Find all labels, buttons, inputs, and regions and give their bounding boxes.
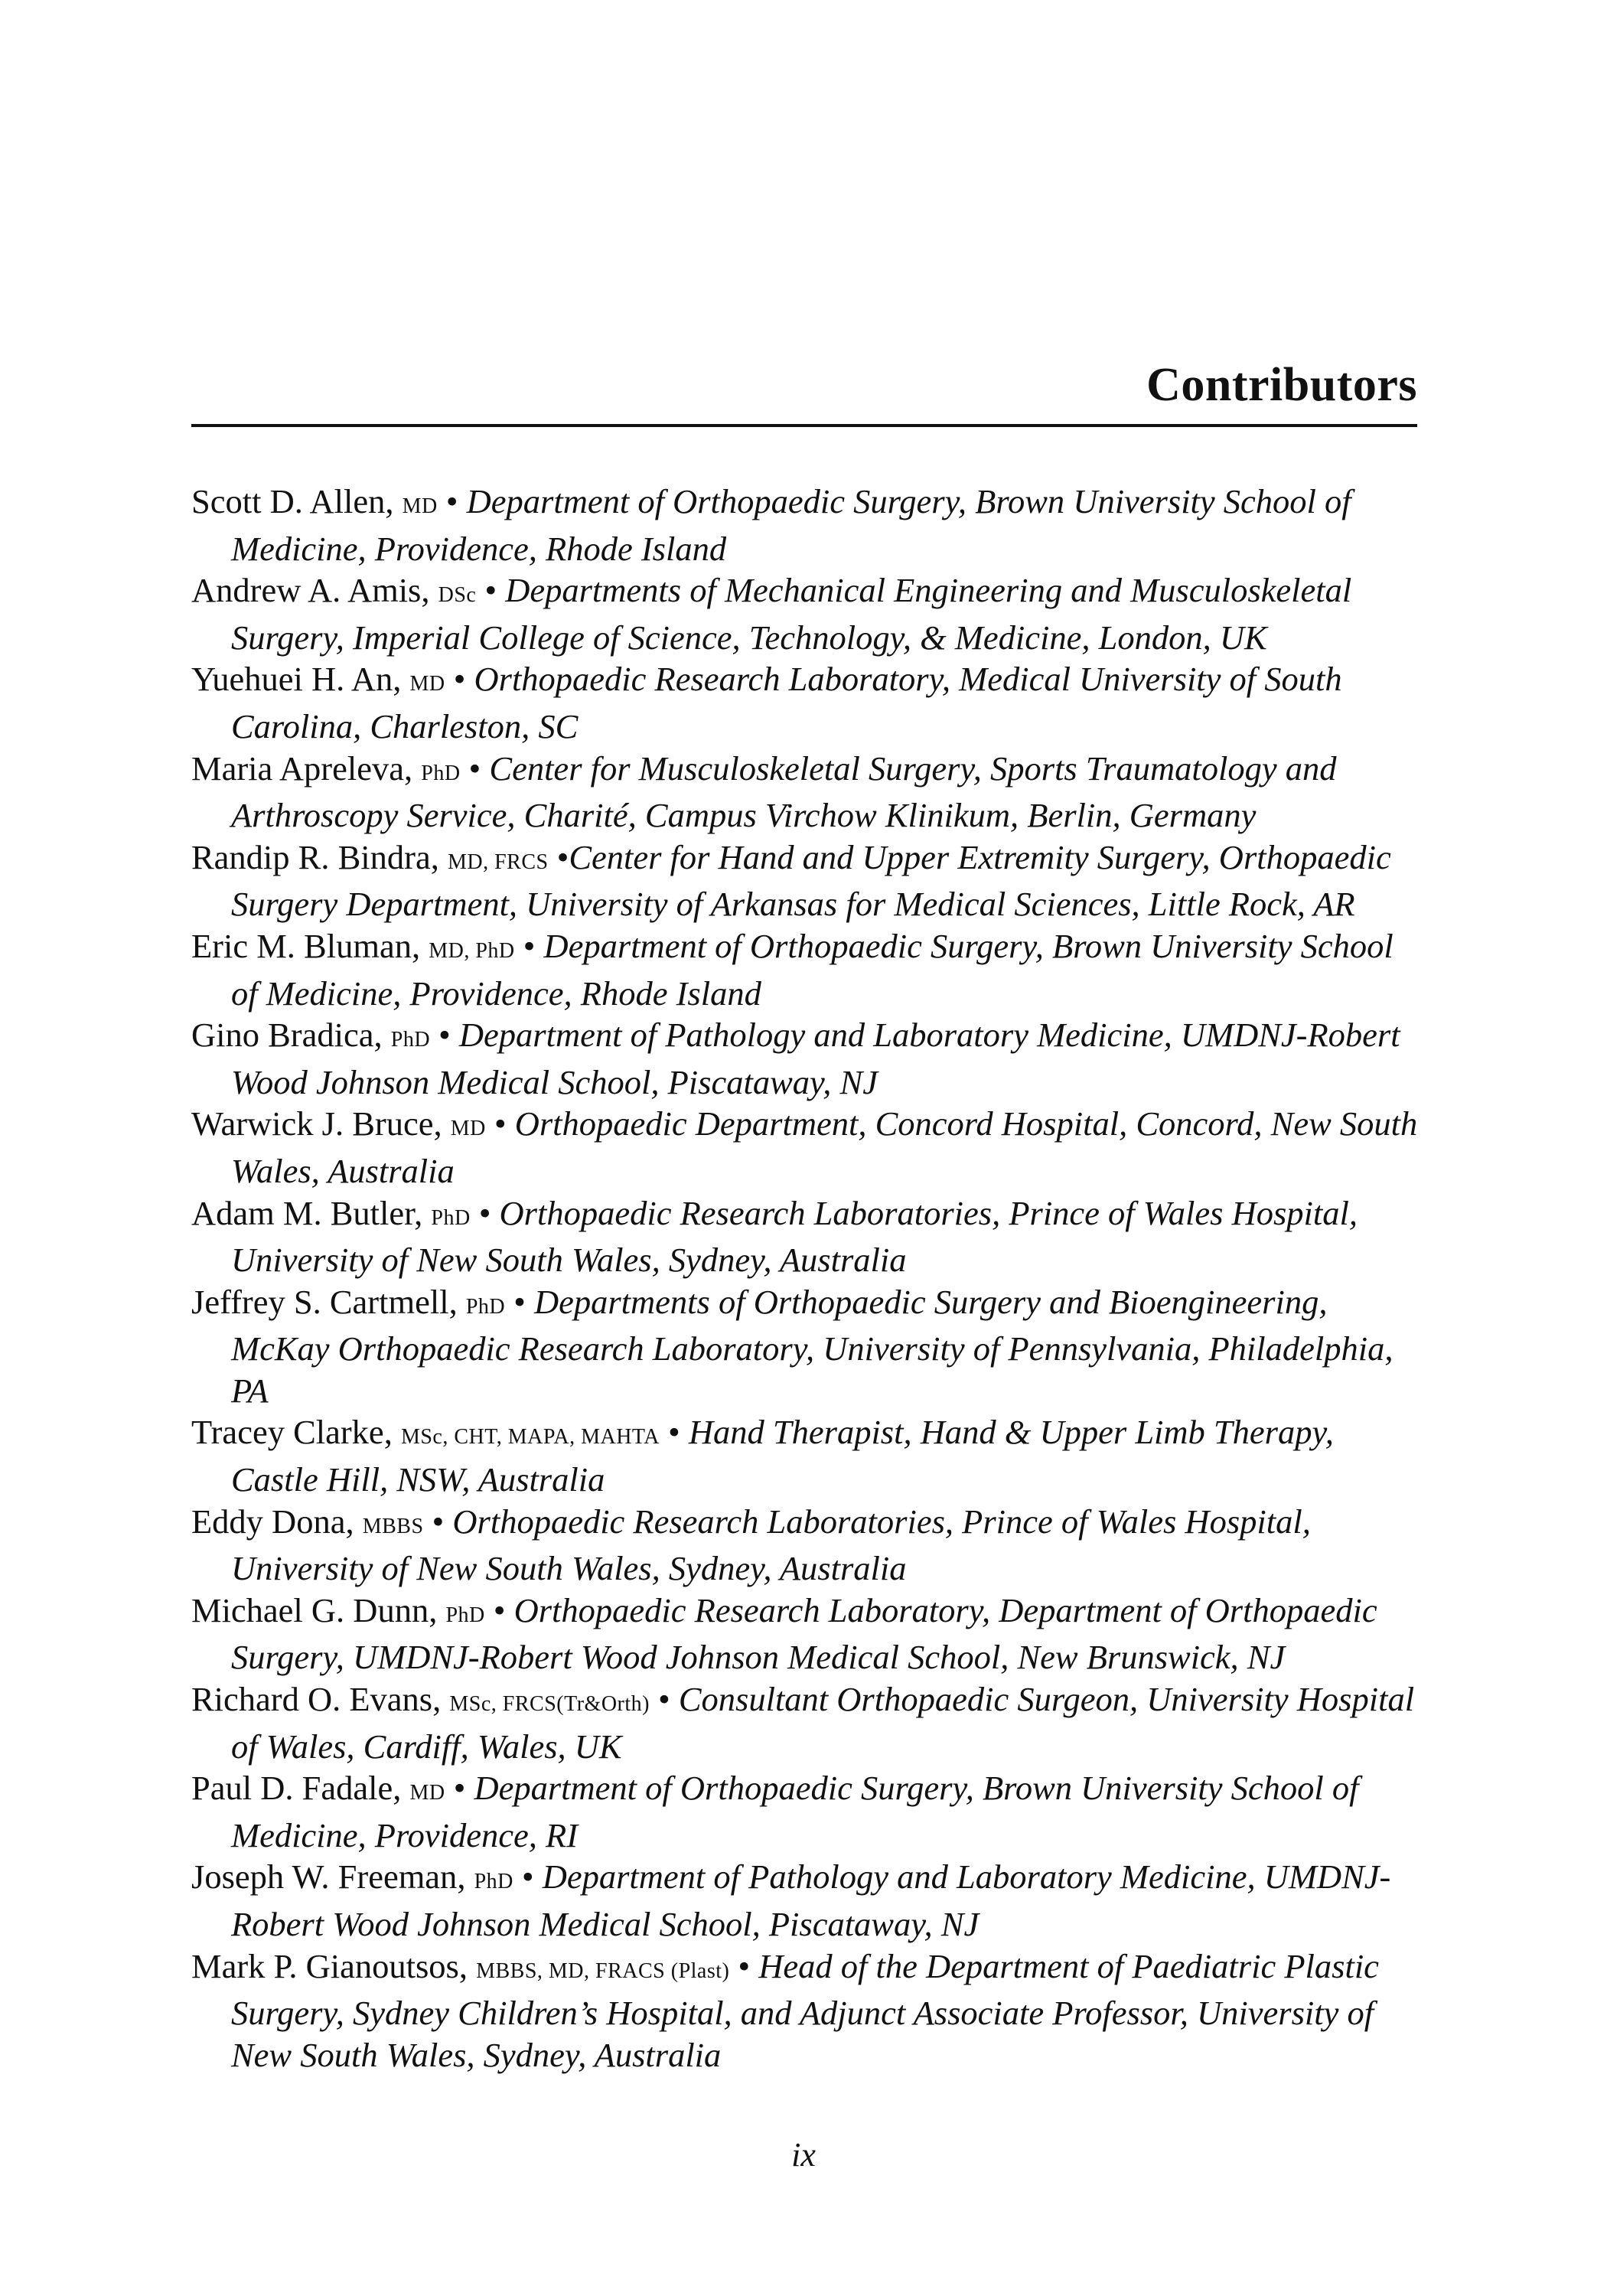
contributor-name: Eric M. Bluman — [191, 926, 412, 965]
contributor-credentials: DSc — [438, 583, 477, 608]
contributor-credentials: MD, FRCS — [447, 850, 549, 874]
bullet-separator: • — [556, 837, 569, 876]
contributor-affiliation: Consultant Orthopaedic Surgeon, University Hospital of Wales, Cardiff, Wales, UK — [231, 1680, 1415, 1766]
contributor-affiliation: Department of Orthopaedic Surgery, Brown University School of Medicine, Providence, Rhode Island — [231, 482, 1351, 568]
bullet-separator: • — [453, 1769, 466, 1808]
contributor-credentials: PhD — [431, 1205, 471, 1230]
contributor-name: Joseph W. Freeman — [191, 1857, 458, 1896]
contributor-entry: Andrew A. Amis, DSc • Departments of Mechanical Engineering and Musculoskeletal Surgery, Imperial College of Science, Technology, & Medicine, London, UK — [191, 571, 1352, 657]
contributor-name: Scott D. Allen — [191, 482, 386, 520]
contributor-credentials: MSc, CHT, MAPA, MAHTA — [400, 1425, 660, 1450]
contributor-affiliation: Department of Orthopaedic Surgery, Brown University School of Medicine, Providence, Rhode Island — [231, 926, 1393, 1013]
contributor-entry: Jeffrey S. Cartmell, PhD • Departments of Orthopaedic Surgery and Bioengineering, McKay Orthopaedic Research Laboratory, University of Pennsylvania, Philadelphia, PA — [191, 1282, 1393, 1410]
contributor-entry: Adam M. Butler, PhD • Orthopaedic Research Laboratories, Prince of Wales Hospital, University of New South Wales, Sydney, Australia — [191, 1193, 1358, 1280]
contributor-credentials: MD — [402, 494, 438, 518]
contributor-name: Jeffrey S. Cartmell — [191, 1282, 449, 1321]
contributor-entry: Paul D. Fadale, MD • Department of Orthopaedic Surgery, Brown University School of Medicine, Providence, RI — [191, 1769, 1359, 1854]
contributor-affiliation: Departments of Orthopaedic Surgery and Bioengineering, McKay Orthopaedic Research Laboratory, University of Pennsylvania, Philadelphia, PA — [231, 1282, 1393, 1410]
bullet-separator: • — [484, 571, 497, 610]
contributor-affiliation: Hand Therapist, Hand & Upper Limb Therapy, Castle Hill, NSW, Australia — [231, 1413, 1334, 1499]
contributor-affiliation: Orthopaedic Department, Concord Hospital, Concord, New South Wales, Australia — [231, 1104, 1418, 1190]
contributor-entry: Eric M. Bluman, MD, PhD • Department of Orthopaedic Surgery, Brown University School of Medicine, Providence, Rhode Island — [191, 926, 1393, 1013]
page-number: ix — [791, 2136, 816, 2174]
bullet-separator: • — [445, 482, 458, 520]
contributor-name: Eddy Dona — [191, 1502, 346, 1541]
title-rule — [191, 424, 1417, 427]
contributor-entry: Mark P. Gianoutsos, MBBS, MD, FRACS (Plast) • Head of the Department of Paediatric Plastic Surgery, Sydney Children’s Hospital, and Adjunct Associate Professor, University of New South Wales, Sydney, Australia — [191, 1946, 1379, 2074]
bullet-separator: • — [468, 748, 481, 788]
contributor-name: Gino Bradica — [191, 1016, 374, 1055]
contributor-credentials: PhD — [465, 1294, 506, 1319]
contributor-affiliation: Orthopaedic Research Laboratory, Medical University of South Carolina, Charleston, SC — [231, 660, 1342, 745]
contributor-name: Randip R. Bindra — [191, 837, 431, 876]
contributor-affiliation: Head of the Department of Paediatric Plastic Surgery, Sydney Children’s Hospital, and Adjunct Associate Professor, University of New South Wales, Sydney, Australia — [231, 1946, 1379, 2074]
contributor-credentials: MSc, FRCS(Tr&Orth) — [449, 1692, 650, 1717]
contributor-name: Michael G. Dunn — [191, 1590, 429, 1629]
contributor-affiliation: Department of Pathology and Laboratory Medicine, UMDNJ-Robert Wood Johnson Medical School, Piscataway, NJ — [231, 1016, 1400, 1101]
contributor-name: Mark P. Gianoutsos — [191, 1946, 459, 1985]
contributor-entry: Michael G. Dunn, PhD • Orthopaedic Research Laboratory, Department of Orthopaedic Surgery, UMDNJ-Robert Wood Johnson Medical School, New Brunswick, NJ — [191, 1590, 1377, 1677]
contributor-entry: Gino Bradica, PhD • Department of Pathology and Laboratory Medicine, UMDNJ-Robert Wood Johnson Medical School, Piscataway, NJ — [191, 1016, 1400, 1101]
contributor-credentials: MBBS — [362, 1514, 424, 1538]
bullet-separator: • — [668, 1413, 680, 1452]
contributor-affiliation: Department of Pathology and Laboratory Medicine, UMDNJ-Robert Wood Johnson Medical School, Piscataway, NJ — [231, 1857, 1391, 1943]
contributor-affiliation: Orthopaedic Research Laboratories, Prince of Wales Hospital, University of New South Wales, Sydney, Australia — [231, 1193, 1358, 1280]
contributor-credentials: PhD — [390, 1028, 431, 1052]
bullet-separator: • — [738, 1946, 751, 1985]
bullet-separator: • — [493, 1590, 506, 1629]
contributor-entry: Scott D. Allen, MD • Department of Orthopaedic Surgery, Brown University School of Medicine, Providence, Rhode Island — [191, 482, 1351, 568]
bullet-separator: • — [494, 1104, 507, 1143]
bullet-separator: • — [478, 1193, 491, 1232]
contributor-credentials: MBBS, MD, FRACS (Plast) — [476, 1958, 730, 1983]
contributor-credentials: MD — [409, 1781, 445, 1805]
contributor-name: Tracey Clarke — [191, 1413, 384, 1452]
contributor-affiliation: Orthopaedic Research Laboratories, Prince of Wales Hospital, University of New South Wales, Sydney, Australia — [231, 1502, 1311, 1588]
contributor-entry: Randip R. Bindra, MD, FRCS •Center for Hand and Upper Extremity Surgery, Orthopaedic Surgery Department, University of Arkansas for Medical Sciences, Little Rock, AR — [191, 837, 1391, 924]
bullet-separator: • — [438, 1016, 451, 1055]
contributor-name: Richard O. Evans — [191, 1680, 433, 1719]
contributor-credentials: PhD — [474, 1870, 513, 1894]
contributors-list — [191, 481, 1423, 2076]
bullet-separator: • — [521, 1857, 534, 1896]
bullet-separator: • — [432, 1502, 445, 1541]
contributor-entry: Warwick J. Bruce, MD • Orthopaedic Department, Concord Hospital, Concord, New South Wales, Australia — [191, 1104, 1418, 1190]
contributor-name: Maria Apreleva — [191, 748, 404, 788]
contributor-credentials: PhD — [421, 761, 461, 785]
contributor-credentials: PhD — [445, 1603, 485, 1627]
bullet-separator: • — [453, 660, 466, 699]
contributor-entry: Maria Apreleva, PhD • Center for Musculoskeletal Surgery, Sports Traumatology and Arthroscopy Service, Charité, Campus Virchow Klinikum, Berlin, Germany — [191, 748, 1337, 835]
contributor-credentials: MD, PhD — [429, 938, 515, 963]
page-title: Contributors — [1146, 359, 1417, 411]
bullet-separator: • — [523, 926, 536, 965]
contributor-affiliation: Center for Musculoskeletal Surgery, Sports Traumatology and Arthroscopy Service, Charité, Campus Virchow Klinikum, Berlin, Germany — [231, 748, 1337, 835]
contributor-name: Warwick J. Bruce — [191, 1104, 434, 1143]
contributor-affiliation: Center for Hand and Upper Extremity Surgery, Orthopaedic Surgery Department, University of Arkansas for Medical Sciences, Little Rock, AR — [231, 837, 1391, 924]
contributor-entry: Yuehuei H. An, MD • Orthopaedic Research Laboratory, Medical University of South Carolina, Charleston, SC — [191, 660, 1342, 745]
contributor-name: Adam M. Butler — [191, 1193, 415, 1232]
contributor-entry: Richard O. Evans, MSc, FRCS(Tr&Orth) • Consultant Orthopaedic Surgeon, University Hospital of Wales, Cardiff, Wales, UK — [191, 1680, 1415, 1766]
contributor-name: Yuehuei H. An — [191, 660, 393, 699]
contributor-affiliation: Departments of Mechanical Engineering and Musculoskeletal Surgery, Imperial College of Science, Technology, & Medicine, London, UK — [231, 571, 1352, 657]
contributor-affiliation: Orthopaedic Research Laboratory, Department of Orthopaedic Surgery, UMDNJ-Robert Wood Johnson Medical School, New Brunswick, NJ — [231, 1590, 1377, 1677]
contributor-credentials: MD — [450, 1117, 486, 1141]
contributor-credentials: MD — [409, 672, 445, 696]
contributor-entry: Joseph W. Freeman, PhD • Department of Pathology and Laboratory Medicine, UMDNJ-Robert Wood Johnson Medical School, Piscataway, NJ — [191, 1857, 1391, 1943]
contributor-name: Paul D. Fadale — [191, 1769, 393, 1808]
contributor-entry: Eddy Dona, MBBS • Orthopaedic Research Laboratories, Prince of Wales Hospital, University of New South Wales, Sydney, Australia — [191, 1502, 1311, 1588]
contributor-entry: Tracey Clarke, MSc, CHT, MAPA, MAHTA • Hand Therapist, Hand & Upper Limb Therapy, Castle Hill, NSW, Australia — [191, 1413, 1334, 1499]
bullet-separator: • — [658, 1680, 670, 1719]
bullet-separator: • — [513, 1282, 526, 1321]
contributor-affiliation: Department of Orthopaedic Surgery, Brown University School of Medicine, Providence, RI — [231, 1769, 1359, 1854]
contributor-name: Andrew A. Amis — [191, 571, 422, 610]
